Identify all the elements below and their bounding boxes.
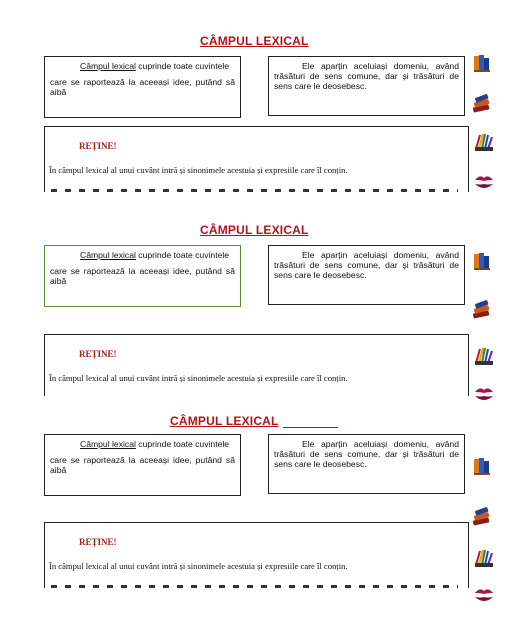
lips-icon: [473, 384, 495, 406]
definition-rest: cuprinde toate cuvintele: [135, 61, 230, 71]
books-icon: [472, 455, 494, 477]
definition-rest: cuprinde toate cuvintele: [135, 439, 230, 449]
page-title: CÂMPUL LEXICAL: [170, 414, 279, 428]
definition-line-1: [50, 250, 235, 260]
definition-line-2: care se raportează la aceeași idee, putând să aibă: [50, 455, 235, 475]
retine-body: În câmpul lexical al unui cuvânt intră și sinonimele acestuia și expresiile care îl conțin.: [49, 165, 348, 175]
cut-text-line: [51, 585, 458, 588]
definition-line-2: care se raportează la aceeași idee, putând să aibă: [50, 77, 235, 97]
colored-pencils-icon: [473, 547, 495, 569]
page-title: CÂMPUL LEXICAL: [200, 223, 309, 237]
stacked-books-icon: [470, 299, 492, 321]
features-text: Ele aparțin aceluiași domeniu, având trăsături de sens comune, dar și trăsături de sens care le deosebesc.: [274, 61, 459, 91]
term-underlined: Câmpul lexical: [80, 250, 136, 260]
retine-body: În câmpul lexical al unui cuvânt intră și sinonimele acestuia și expresiile care îl conțin.: [49, 373, 348, 383]
definition-box: [44, 434, 241, 496]
cut-text-line: [51, 189, 458, 192]
definition-line-1: [50, 61, 235, 71]
lips-icon: [473, 172, 495, 194]
definition-box: [44, 56, 241, 118]
retine-box: [44, 334, 469, 396]
definition-rest: cuprinde toate cuvintele: [135, 250, 230, 260]
colored-pencils-icon: [473, 345, 495, 367]
stacked-books-icon: [470, 93, 492, 115]
books-icon: [472, 52, 494, 74]
features-box: [268, 56, 465, 116]
page-title: CÂMPUL LEXICAL: [200, 34, 309, 48]
retine-heading: REȚINE!: [79, 349, 117, 359]
features-text: Ele aparțin aceluiași domeniu, având trăsături de sens comune, dar și trăsături de sens care le deosebesc.: [274, 439, 459, 469]
retine-body: În câmpul lexical al unui cuvânt intră și sinonimele acestuia și expresiile care îl conțin.: [49, 561, 348, 571]
lips-icon: [473, 585, 495, 607]
definition-line-1: [50, 439, 235, 449]
retine-heading: REȚINE!: [79, 537, 117, 547]
term-underlined: Câmpul lexical: [80, 439, 136, 449]
stacked-books-icon: [470, 506, 492, 528]
term-underlined: Câmpul lexical: [80, 61, 136, 71]
features-box: [268, 434, 465, 494]
definition-box: [44, 245, 241, 307]
books-icon: [472, 250, 494, 272]
retine-heading: REȚINE!: [79, 141, 117, 151]
title-underline-extension: [283, 427, 338, 428]
retine-box: [44, 126, 469, 192]
definition-line-2: care se raportează la aceeași idee, putând să aibă: [50, 266, 235, 286]
features-text: Ele aparțin aceluiași domeniu, având trăsături de sens comune, dar și trăsături de sens care le deosebesc.: [274, 250, 459, 280]
features-box: [268, 245, 465, 305]
retine-box: [44, 522, 469, 588]
colored-pencils-icon: [473, 131, 495, 153]
